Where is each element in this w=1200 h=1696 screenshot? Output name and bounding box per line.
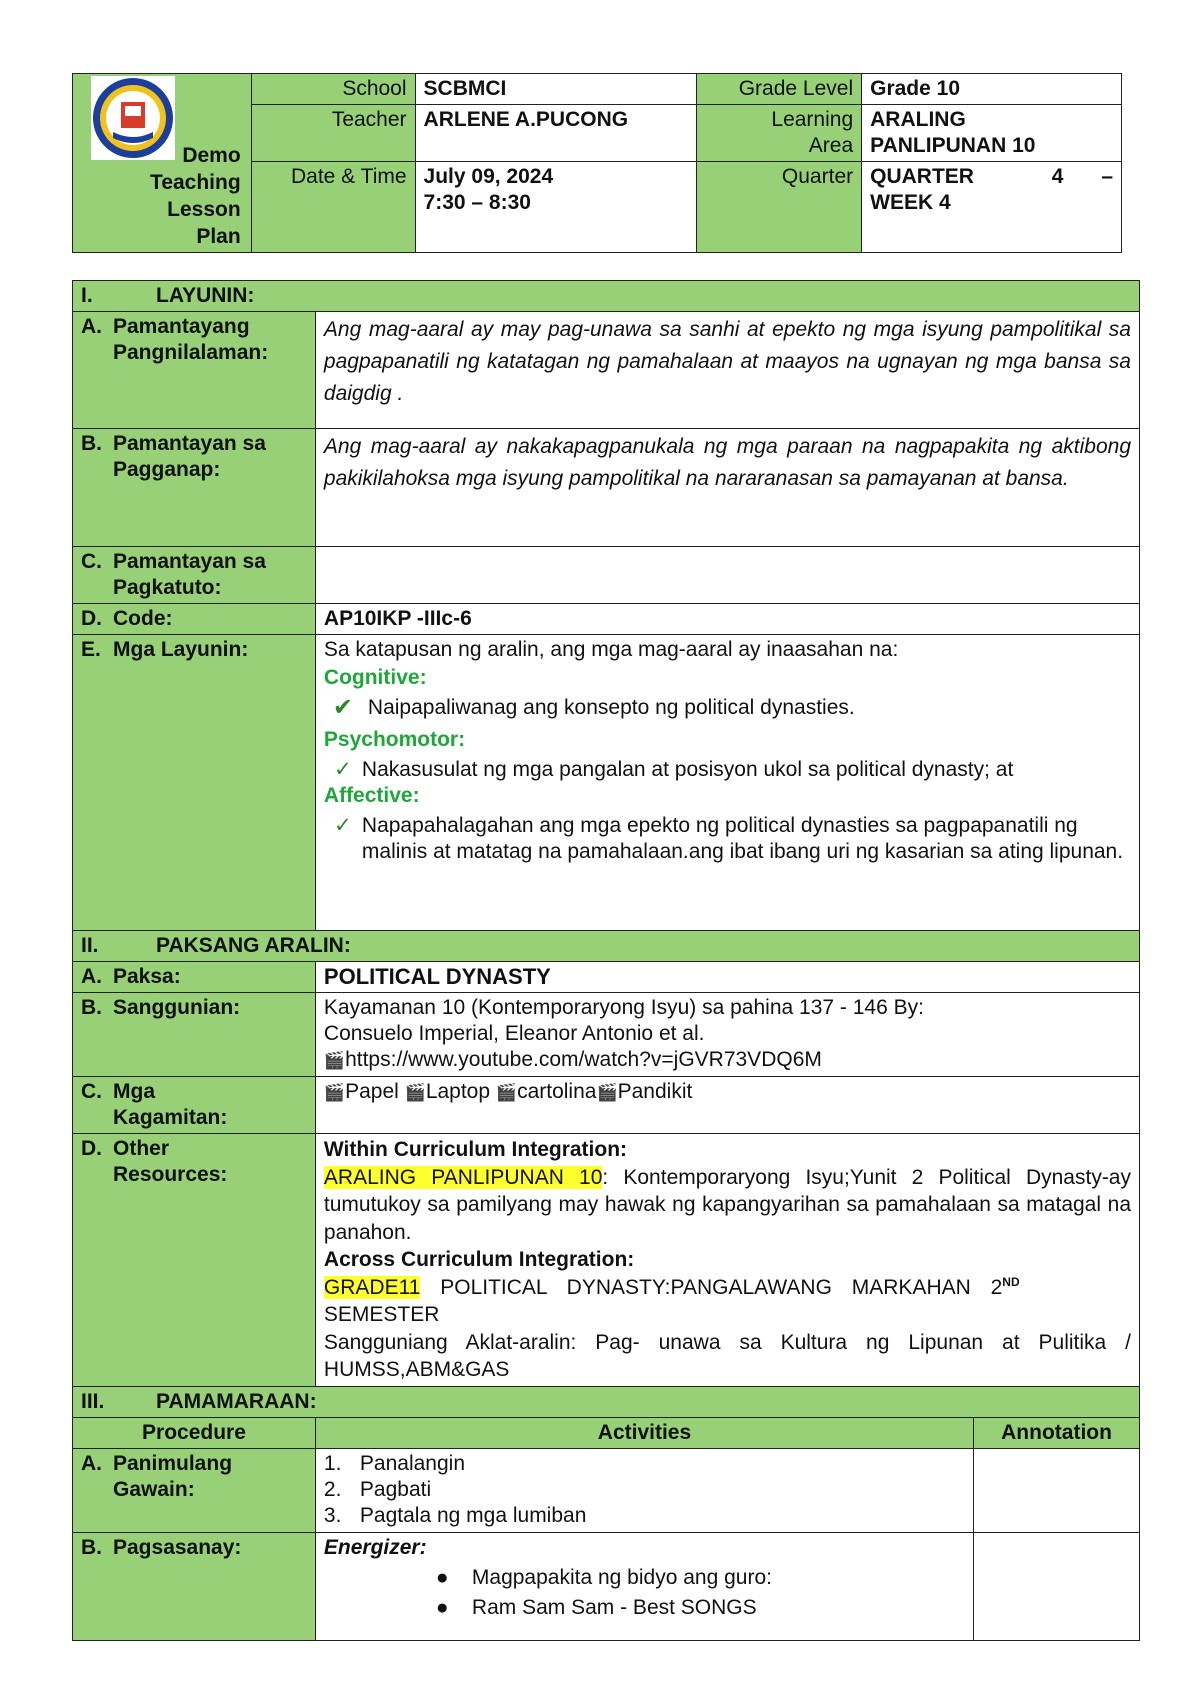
- affective-item: [324, 813, 1131, 865]
- clapperboard-icon: 🎬: [404, 1083, 426, 1102]
- check-icon: ✔: [332, 694, 353, 721]
- clapperboard-icon: 🎬: [596, 1083, 618, 1102]
- row-letter: B.: [81, 996, 102, 1019]
- row-label-line: Other: [113, 1137, 170, 1160]
- section-roman: I.: [81, 284, 93, 307]
- row-label-sanggunian: [73, 993, 316, 1077]
- list-item: 2. Pagbati: [323, 1477, 432, 1501]
- within-label: Within Curriculum Integration:: [323, 1138, 628, 1161]
- title-line: Plan: [196, 225, 241, 248]
- reference-line: Consuelo Imperial, Eleanor Antonio et al.: [323, 1022, 705, 1045]
- school-label: School: [251, 74, 415, 105]
- row-letter: B.: [81, 432, 102, 455]
- title-line: Demo: [182, 144, 241, 167]
- within-highlight: ARALING PANLIPUNAN 10: [323, 1165, 603, 1189]
- lesson-table: [72, 280, 1140, 1641]
- section-layunin-header: [73, 281, 1140, 312]
- week-line: WEEK 4: [870, 191, 951, 214]
- section-roman: III.: [81, 1389, 105, 1413]
- objectives-cell: [315, 635, 1139, 931]
- list-item: 1. Panalangin: [323, 1451, 465, 1475]
- clapperboard-icon: 🎬: [495, 1083, 518, 1102]
- title-cell: [73, 74, 252, 253]
- objectives-intro: Sa katapusan ng aralin, ang mga mag-aaral ay inaasahan na:: [323, 638, 899, 661]
- across-text-3: Sangguniang Aklat-aralin: Pag- unawa sa Kultura ng Lipunan at Pulitika / HUMSS,ABM&GAS: [323, 1330, 1131, 1381]
- quarter-word: QUARTER: [870, 165, 974, 188]
- row-letter: D.: [81, 1137, 102, 1160]
- clapperboard-icon: 🎬: [323, 1083, 346, 1102]
- material-item: Laptop: [425, 1080, 491, 1103]
- row-letter: A.: [81, 1451, 102, 1475]
- date-label: Date & Time: [251, 162, 415, 253]
- quarter-label: Quarter: [697, 162, 862, 253]
- section-pamamaraan-header: [73, 1386, 1140, 1417]
- row-label-line: Pangnilalaman:: [113, 341, 269, 364]
- cognitive-label: Cognitive:: [323, 666, 427, 689]
- list-item: 3. Pagtala ng mga lumiban: [323, 1503, 587, 1527]
- row-label-code: [73, 604, 316, 635]
- row-label-line: Kagamitan:: [113, 1106, 228, 1129]
- pagsasanay-annotation: [974, 1532, 1140, 1640]
- grade-value: Grade 10: [862, 74, 1122, 105]
- section-title: PAMAMARAAN:: [156, 1389, 317, 1413]
- code-value: AP10IKP -IIIc-6: [315, 604, 1139, 635]
- quarter-value: [862, 162, 1122, 253]
- title-line: Lesson: [167, 198, 241, 221]
- panimulang-annotation: [974, 1448, 1140, 1532]
- grade-label: Grade Level: [697, 74, 862, 105]
- row-label-line: Code:: [113, 607, 173, 630]
- section-roman: II.: [81, 934, 99, 957]
- pagkatuto-value: [315, 547, 1139, 604]
- row-label-pamantayang-pangnilalaman: [73, 312, 316, 429]
- column-header-activities: Activities: [315, 1417, 973, 1448]
- title-line: Teaching: [150, 171, 241, 194]
- quarter-dash: –: [1101, 165, 1113, 188]
- row-label-pagsasanay: [73, 1532, 316, 1640]
- activity-text: Magpapakita ng bidyo ang guro:: [471, 1565, 772, 1589]
- within-text: : Kontemporaryong Isyu;Yunit 2 Political Dynasty-ay tumutukoy sa pamilyang may hawak ng kapangyarihan sa pamahalaan sa matagal na panahon.: [323, 1165, 1131, 1244]
- row-label-mga-layunin: [73, 635, 316, 931]
- check-icon: ✓: [334, 814, 352, 837]
- row-label-paksa: [73, 962, 316, 993]
- material-item: Papel: [345, 1080, 399, 1103]
- row-label-line: Pagkatuto:: [113, 576, 222, 599]
- material-item: Pandikit: [617, 1080, 693, 1103]
- learning-area-value: [862, 105, 1122, 162]
- section-title: LAYUNIN:: [156, 284, 255, 307]
- row-label-line: Resources:: [113, 1163, 228, 1186]
- row-label-line: Gawain:: [113, 1477, 195, 1501]
- column-header-annotation: Annotation: [974, 1417, 1140, 1448]
- row-letter: D.: [81, 607, 102, 630]
- other-resources-cell: [315, 1134, 1139, 1387]
- row-label-line: Pagsasanay:: [113, 1535, 242, 1559]
- kagamitan-cell: [315, 1077, 1139, 1134]
- learning-value-line: ARALING: [870, 108, 966, 131]
- affective-text: Napapahalagahan ang mga epekto ng political dynasties sa pagpapanatili ng malinis at matatag na pamahalaan.ang ibat ibang uri ng kasarian sa ating lipunan.: [361, 814, 1124, 863]
- reference-line: Kayamanan 10 (Kontemporaryong Isyu) sa pahina 137 - 146 By:: [323, 996, 924, 1019]
- row-letter: A.: [81, 965, 102, 988]
- row-label-line: Panimulang: [113, 1451, 233, 1475]
- material-item: cartolina: [517, 1080, 597, 1103]
- youtube-link[interactable]: https://www.youtube.com/watch?v=jGVR73VDQ6M: [345, 1048, 822, 1071]
- row-letter: B.: [81, 1535, 102, 1559]
- date-line: July 09, 2024: [423, 165, 554, 188]
- bullet-icon: ●: [435, 1595, 449, 1619]
- learning-label-line: Area: [808, 134, 854, 157]
- check-icon: ✓: [334, 758, 352, 781]
- psychomotor-text: Nakasusulat ng mga pangalan at posisyon ukol sa political dynasty; at: [361, 758, 1014, 781]
- activity-text: Panalangin: [359, 1451, 465, 1475]
- row-label-line: Pamantayan sa: [113, 550, 266, 573]
- affective-label: Affective:: [323, 784, 420, 807]
- row-letter: E.: [81, 638, 101, 661]
- learning-label-line: Learning: [771, 108, 854, 131]
- time-line: 7:30 – 8:30: [423, 191, 531, 214]
- panimulang-activities: [315, 1448, 973, 1532]
- row-letter: A.: [81, 315, 102, 338]
- within-text-block: [324, 1164, 1131, 1247]
- quarter-number: 4: [1051, 165, 1064, 188]
- sanggunian-cell: [315, 993, 1139, 1077]
- school-value: SCBMCI: [415, 74, 697, 105]
- across-highlight: GRADE11: [323, 1275, 421, 1299]
- across-text-2: SEMESTER: [323, 1303, 440, 1326]
- row-label-panimulang-gawain: [73, 1448, 316, 1532]
- across-label: Across Curriculum Integration:: [323, 1248, 635, 1271]
- list-item: [324, 1595, 965, 1621]
- energizer-label: Energizer:: [323, 1535, 427, 1559]
- date-value: [415, 162, 697, 253]
- pagganap-text: Ang mag-aaral ay nakakapagpanukala ng mga paraan na nagpapakita ng aktibong pakikilahoksa mga isyung pampolitikal na nararanasan sa pamayanan at bansa.: [315, 429, 1139, 547]
- psychomotor-item: [324, 757, 1131, 783]
- bullet-icon: ●: [435, 1565, 449, 1589]
- across-text: POLITICAL DYNASTY:PANGALAWANG MARKAHAN 2: [420, 1275, 1003, 1299]
- across-superscript: ND: [1002, 1274, 1020, 1289]
- row-label-line: Paksa:: [113, 965, 181, 988]
- row-label-pamantayan-pagkatuto: [73, 547, 316, 604]
- row-letter: C.: [81, 550, 102, 573]
- cognitive-text: Naipapaliwanag ang konsepto ng political dynasties.: [367, 696, 855, 719]
- cognitive-item: [324, 695, 1131, 721]
- clapperboard-icon: 🎬: [323, 1051, 346, 1070]
- activity-text: Pagtala ng mga lumiban: [359, 1503, 587, 1527]
- paksa-value: POLITICAL DYNASTY: [315, 962, 1139, 993]
- learning-area-label: [697, 105, 862, 162]
- activity-text: Ram Sam Sam - Best SONGS: [471, 1595, 757, 1619]
- psychomotor-label: Psychomotor:: [323, 728, 466, 751]
- row-label-line: Mga: [113, 1080, 155, 1103]
- reference-link-row: [324, 1047, 1131, 1074]
- row-letter: C.: [81, 1080, 102, 1103]
- teacher-value: ARLENE A.PUCONG: [415, 105, 697, 162]
- row-label-other-resources: [73, 1134, 316, 1387]
- pangnilalaman-text: Ang mag-aaral ay may pag-unawa sa sanhi at epekto ng mga isyung pampolitikal sa pagpapanatili ng katatagan ng pamahalaan at maayos na ugnayan ng mga bansa sa daigdig .: [315, 312, 1139, 429]
- row-label-line: Sanggunian:: [113, 996, 241, 1019]
- row-label-line: Pagganap:: [113, 458, 221, 481]
- section-paksang-aralin-header: [73, 931, 1140, 962]
- row-label-kagamitan: [73, 1077, 316, 1134]
- list-item: [324, 1565, 965, 1591]
- row-label-pamantayan-pagganap: [73, 429, 316, 547]
- learning-value-line: PANLIPUNAN 10: [870, 134, 1036, 157]
- column-header-procedure: Procedure: [73, 1417, 316, 1448]
- pagsasanay-activities: [315, 1532, 973, 1640]
- row-label-line: Pamantayang: [113, 315, 250, 338]
- across-text-block: [324, 1274, 1131, 1302]
- row-label-line: Pamantayan sa: [113, 432, 266, 455]
- teacher-label: Teacher: [251, 105, 415, 162]
- activity-text: Pagbati: [359, 1477, 432, 1501]
- row-label-line: Mga Layunin:: [113, 638, 249, 661]
- header-table: [72, 73, 1122, 253]
- section-title: PAKSANG ARALIN:: [156, 934, 351, 957]
